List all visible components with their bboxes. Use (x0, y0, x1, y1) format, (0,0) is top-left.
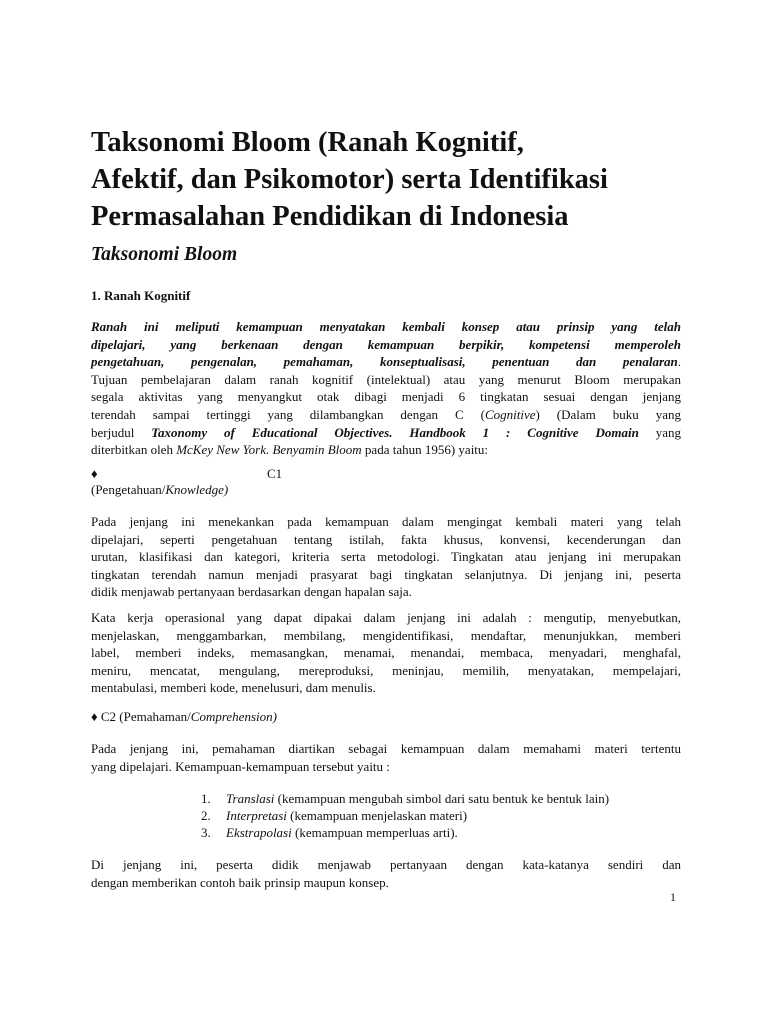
intro-line: Ranah ini meliputi kemampuan menyatakan kembali konsep atau prinsip yang telah (91, 319, 681, 334)
list-number: 2. (201, 808, 211, 823)
list-description: (kemampuan mengubah simbol dari satu bentuk ke bentuk lain) (274, 791, 610, 806)
c2-paragraph-2 (91, 856, 681, 891)
c1-code: C1 (267, 466, 283, 481)
c2-ability-list (201, 790, 609, 841)
intro-text: berjudul (91, 424, 152, 440)
intro-line: dipelajari, yang berkenaan dengan kemampuan berpikir, kompetensi memperoleh (91, 336, 681, 352)
c1-label (91, 481, 228, 498)
c1-p1-line: tingkatan terendah namun menjadi prasyarat bagi tingkatan selanjutnya. Di jenjang ini, peserta (91, 566, 681, 582)
c2-paragraph-1 (91, 740, 681, 775)
intro-line: segala aktivitas yang menyangkut otak dibagi menjadi 6 tingkatan sesuai dengan jenjang (91, 389, 681, 405)
c1-p2-line: meniru, mencatat, mengulang, mereproduksi, meninjau, memilih, menyatakan, mempelajari, (91, 662, 681, 678)
title-line-1: Taksonomi Bloom (Ranah Kognitif, (91, 127, 524, 158)
c2-p2-line: dengan memberikan contoh baik prinsip maupun konsep. (91, 874, 389, 890)
title-line-3: Permasalahan Pendidikan di Indonesia (91, 201, 569, 232)
intro-text: terendah sampai tertinggi yang dilambangkan dengan C ( (91, 406, 485, 422)
c1-label-term: Knowledge) (165, 482, 229, 497)
intro-text: diterbitkan oleh (91, 442, 177, 458)
c1-p2-line: mentabulasi, memberi kode, menelusuri, dam menulis. (91, 680, 376, 696)
c2-heading (91, 708, 277, 725)
c2-p2-line: Di jenjang ini, peserta didik menjawab pertanyaan dengan kata-katanya sendiri dan (91, 857, 681, 872)
c2-heading-text: ♦ C2 (Pemahaman/ (91, 709, 191, 724)
c1-p1-line: urutan, klasifikasi dan kategori, kriteria serta metodologi. Tingkatan atau jenjang ini merupakan (91, 549, 681, 565)
c1-p2-line: menjelaskan, menggambarkan, membilang, mengidentifikasi, mendaftar, menunjukkan, memberi (91, 627, 681, 643)
c1-p2-line: Kata kerja operasional yang dapat dipakai dalam jenjang ini adalah : mengutip, menyebutkan, (91, 610, 681, 625)
intro-cognitive-term: Cognitive (484, 406, 536, 422)
publisher-author: McKey New York. Benyamin Bloom (176, 442, 362, 458)
c1-p1-line: dipelajari, seperti pengetahuan tentang istilah, fakta khusus, konvensi, kecenderungan dan (91, 531, 681, 547)
intro-line: pengetahuan, pengenalan, pemahaman, konseptualisasi, penentuan dan penalaran (91, 354, 678, 370)
page-number: 1 (670, 890, 676, 904)
c2-p1-line: yang dipelajari. Kemampuan-kemampuan tersebut yaitu : (91, 758, 390, 774)
list-item (201, 790, 609, 807)
list-term: Interpretasi (226, 808, 287, 823)
intro-paragraph (91, 318, 681, 459)
intro-text: ) (Dalam buku yang (535, 406, 681, 422)
c1-p1-line: didik menjawab pertanyaan berdasarkan dengan hapalan saja. (91, 584, 412, 600)
list-item (201, 824, 609, 841)
list-description: (kemampuan memperluas arti). (291, 825, 458, 840)
list-term: Ekstrapolasi (226, 825, 292, 840)
title-line-2: Afektif, dan Psikomotor) serta Identifikasi (91, 164, 608, 195)
c1-paragraph-2 (91, 609, 681, 697)
c1-bullet: ♦ (91, 466, 98, 481)
c1-paragraph-1 (91, 513, 681, 601)
intro-line: Tujuan pembelajaran dalam ranah kognitif (intelektual) atau yang menurut Bloom merupakan (91, 371, 681, 387)
list-description: (kemampuan menjelaskan materi) (286, 808, 468, 823)
list-number: 1. (201, 791, 211, 806)
document-title (91, 124, 691, 235)
c1-p2-line: label, memberi indeks, memasangkan, menamai, menandai, membaca, menyadari, menghafal, (91, 645, 681, 661)
c2-heading-term: Comprehension) (190, 709, 277, 724)
c1-p1-line: Pada jenjang ini menekankan pada kemampuan dalam mengingat kembali materi yang telah (91, 514, 681, 529)
list-term: Translasi (226, 791, 275, 806)
book-title: Taxonomy of Educational Objectives. Handbook 1 : Cognitive Domain (151, 424, 639, 440)
list-item (201, 807, 609, 824)
intro-text: yang (638, 424, 681, 440)
c2-p1-line: Pada jenjang ini, pemahaman diartikan sebagai kemampuan dalam memahami materi tertentu (91, 741, 681, 756)
c1-label-text: (Pengetahuan/ (91, 482, 166, 497)
section-heading-ranah-kognitif: 1. Ranah Kognitif (91, 288, 191, 303)
intro-text: pada tahun 1956) yaitu: (361, 442, 489, 458)
subtitle: Taksonomi Bloom (91, 244, 238, 265)
list-number: 3. (201, 825, 211, 840)
intro-line-end: . (677, 354, 681, 370)
